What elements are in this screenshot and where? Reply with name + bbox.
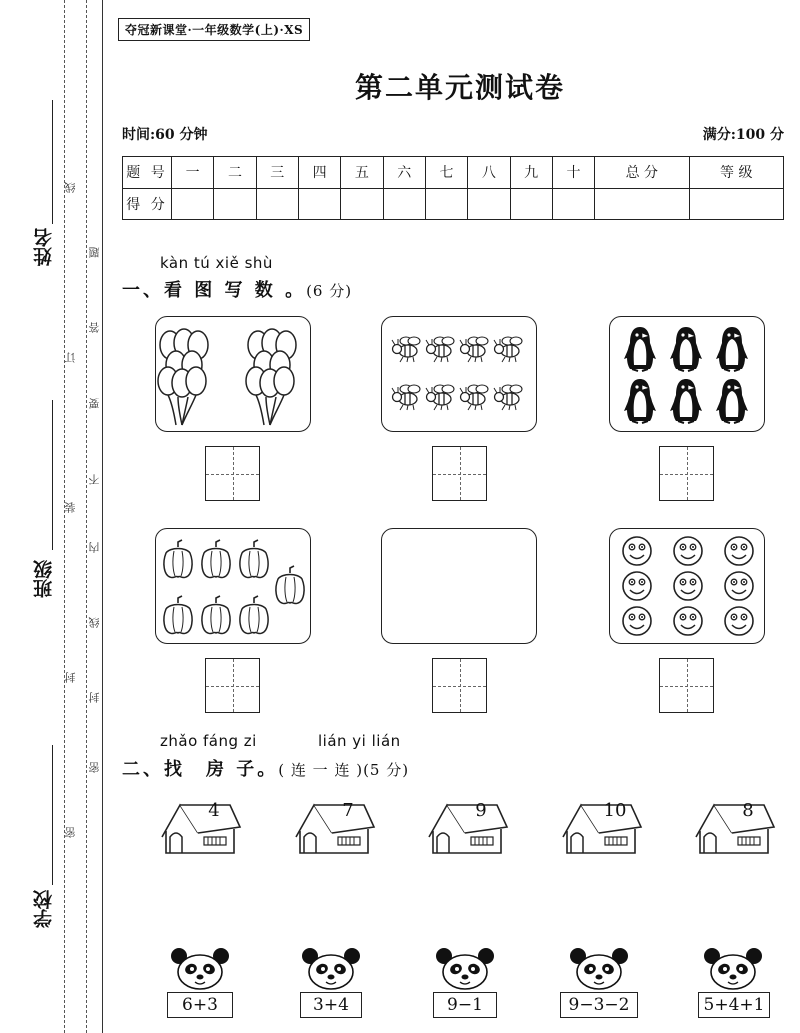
score-cell-grade[interactable] — [689, 188, 784, 220]
picture-empty — [381, 528, 537, 644]
name-label: 姓名 — [33, 228, 55, 266]
panda-icon — [300, 946, 362, 990]
panda-4 — [568, 946, 630, 990]
seal-char-8: 内 — [88, 542, 101, 553]
seal-char-6: 不 — [88, 474, 101, 485]
house-number: 9 — [475, 800, 487, 821]
section2-score: (5 分) — [363, 761, 410, 779]
section1-pinyin: kàn tú xiě shù — [160, 254, 273, 272]
section2-pinyin-1: zhǎo fáng zi — [160, 732, 257, 750]
seal-char-9: 线 — [88, 617, 101, 628]
score-cell[interactable] — [172, 188, 214, 220]
page-title: 第二单元测试卷 — [354, 71, 565, 104]
panda-5 — [702, 946, 764, 990]
school-label: 学校 — [33, 890, 55, 928]
seal-char-1: 线 — [64, 182, 77, 193]
class-label: 班级 — [33, 560, 55, 598]
seal-line-inner — [102, 0, 103, 1033]
score-cell[interactable] — [341, 188, 383, 220]
house-2[interactable] — [288, 797, 376, 857]
section2-pinyin-2: lián yi lián — [318, 732, 401, 750]
score-cell-total[interactable] — [595, 188, 689, 220]
answer-box-1[interactable] — [205, 446, 260, 501]
panda-icon — [568, 946, 630, 990]
score-cell[interactable] — [256, 188, 298, 220]
score-cell[interactable] — [510, 188, 552, 220]
col-2: 二 — [214, 157, 256, 189]
picture-peppers — [155, 528, 311, 644]
seal-char-3: 答 — [88, 322, 101, 333]
score-table-score-row — [123, 188, 784, 220]
seal-char-11: 封 — [88, 692, 101, 703]
seal-char-2: 题 — [88, 247, 101, 258]
question-number-label: 题 号 — [123, 157, 172, 189]
house-5[interactable] — [688, 797, 776, 857]
section2-note: ( 连 一 连 ) — [278, 761, 364, 779]
seal-char-10: 封 — [64, 672, 77, 683]
answer-box-4[interactable] — [205, 658, 260, 713]
class-field-line[interactable] — [52, 400, 53, 550]
binding-margin — [0, 0, 120, 1033]
house-number: 4 — [208, 800, 220, 821]
col-1: 一 — [172, 157, 214, 189]
picture-smileys — [609, 528, 765, 644]
seal-char-5: 要 — [88, 398, 101, 409]
col-total: 总 分 — [595, 157, 689, 189]
house-number: 7 — [342, 800, 354, 821]
section2-title: 二、找 房 子。 — [122, 759, 279, 780]
col-6: 六 — [383, 157, 425, 189]
score-table — [122, 156, 784, 220]
col-4: 四 — [298, 157, 340, 189]
panda-1 — [169, 946, 231, 990]
house-3[interactable] — [421, 797, 509, 857]
score-cell[interactable] — [552, 188, 594, 220]
house-number: 8 — [742, 800, 754, 821]
panda-2 — [300, 946, 362, 990]
expression-2[interactable]: 3+4 — [300, 992, 362, 1018]
score-cell[interactable] — [214, 188, 256, 220]
score-cell[interactable] — [468, 188, 510, 220]
col-9: 九 — [510, 157, 552, 189]
answer-box-6[interactable] — [659, 658, 714, 713]
seal-char-4: 订 — [64, 352, 77, 363]
panda-icon — [702, 946, 764, 990]
picture-penguins — [609, 316, 765, 432]
score-cell[interactable] — [298, 188, 340, 220]
score-cell[interactable] — [425, 188, 467, 220]
panda-icon — [434, 946, 496, 990]
section1-title: 一、看 图 写 数 。 — [122, 280, 307, 301]
section2-heading — [122, 755, 409, 781]
score-table-header-row — [123, 157, 784, 189]
house-4[interactable] — [555, 797, 643, 857]
seal-char-12: 密 — [88, 762, 101, 773]
seal-char-7: 装 — [64, 502, 77, 513]
seal-line-middle — [86, 0, 87, 1033]
house-1[interactable] — [154, 797, 242, 857]
answer-box-5[interactable] — [432, 658, 487, 713]
seal-line-outer — [64, 0, 65, 1033]
time-limit: 时间:60 分钟 — [122, 127, 208, 143]
picture-bees — [381, 316, 537, 432]
panda-3 — [434, 946, 496, 990]
section1-heading — [122, 276, 352, 302]
balloon-icon — [156, 317, 310, 431]
col-8: 八 — [468, 157, 510, 189]
name-field-line[interactable] — [52, 100, 53, 224]
expression-4[interactable]: 9−3−2 — [560, 992, 638, 1018]
answer-box-3[interactable] — [659, 446, 714, 501]
penguin-icon — [610, 317, 764, 431]
smiley-icon — [610, 529, 764, 643]
picture-balloons — [155, 316, 311, 432]
series-tag: 夺冠新课堂·一年级数学(上)·XS — [118, 18, 310, 41]
pepper-icon — [156, 529, 310, 643]
col-7: 七 — [425, 157, 467, 189]
score-label: 得 分 — [123, 188, 172, 220]
house-number: 10 — [603, 800, 627, 821]
col-grade: 等 级 — [689, 157, 784, 189]
panda-icon — [169, 946, 231, 990]
expression-3[interactable]: 9−1 — [433, 992, 497, 1018]
section1-score: (6 分) — [306, 282, 353, 300]
full-score: 满分:100 分 — [702, 127, 784, 143]
score-cell[interactable] — [383, 188, 425, 220]
expression-1[interactable]: 6+3 — [167, 992, 233, 1018]
col-3: 三 — [256, 157, 298, 189]
school-field-line[interactable] — [52, 745, 53, 885]
col-5: 五 — [341, 157, 383, 189]
seal-char-13: 密 — [64, 827, 77, 838]
col-10: 十 — [552, 157, 594, 189]
bee-icon — [382, 317, 536, 431]
answer-box-2[interactable] — [432, 446, 487, 501]
expression-5[interactable]: 5+4+1 — [698, 992, 770, 1018]
